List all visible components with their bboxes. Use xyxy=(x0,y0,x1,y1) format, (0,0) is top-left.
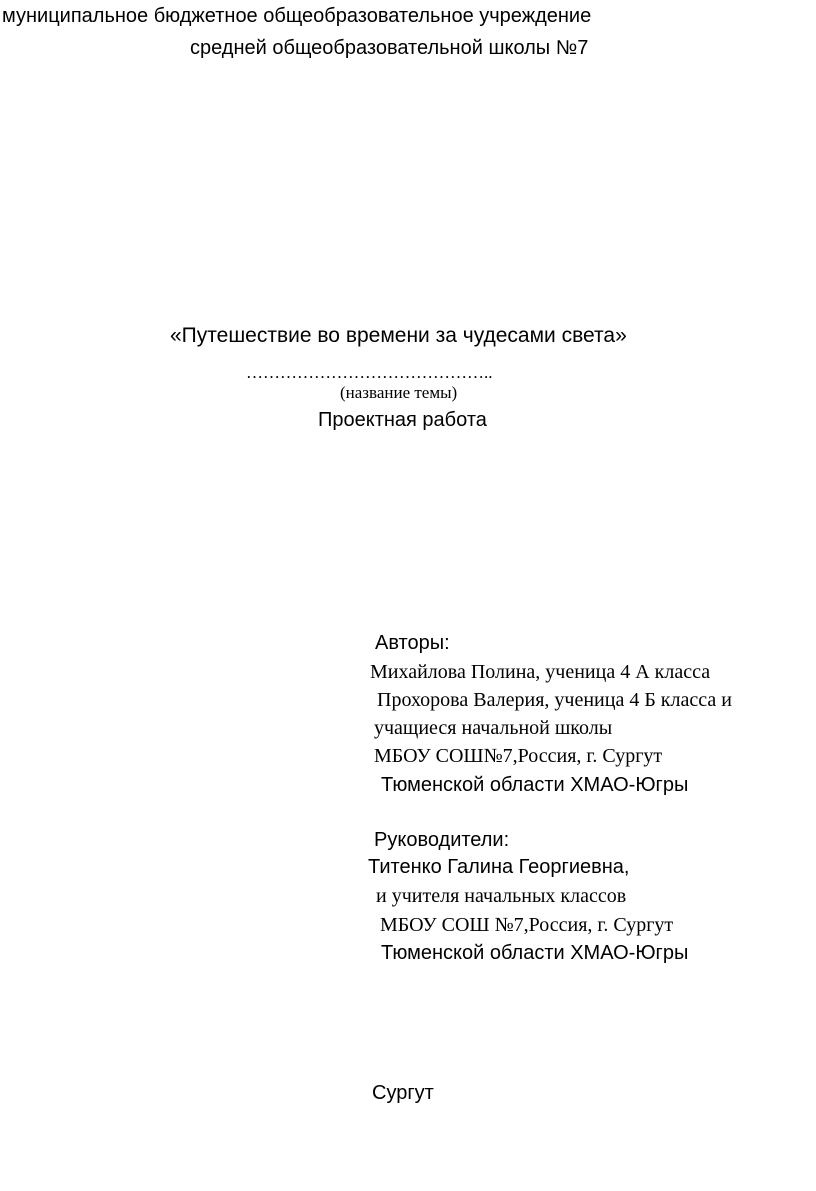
author-line-1: Михайлова Полина, ученица 4 А класса xyxy=(370,661,711,683)
authors-heading: Авторы: xyxy=(375,632,450,654)
school-name-line-1: муниципальное бюджетное общеобразовательное учреждение xyxy=(2,5,592,27)
supervisor-line-3: МБОУ СОШ №7,Россия, г. Сургут xyxy=(380,914,674,936)
project-title: «Путешествие во времени за чудесами света» xyxy=(170,324,627,347)
city-label: Сургут xyxy=(372,1082,434,1104)
supervisor-line-2: и учителя начальных классов xyxy=(376,885,627,907)
supervisor-line-1: Титенко Галина Георгиевна, xyxy=(368,856,630,878)
author-line-4: МБОУ СОШ№7,Россия, г. Сургут xyxy=(374,745,663,767)
author-line-5: Тюменской области ХМАО-Югры xyxy=(381,774,689,796)
school-name-line-2: средней общеобразовательной школы №7 xyxy=(190,37,589,59)
supervisors-heading: Руководители: xyxy=(374,829,510,851)
author-line-2: Прохорова Валерия, ученица 4 Б класса и xyxy=(377,689,732,711)
work-type: Проектная работа xyxy=(318,409,487,431)
title-hint: (название темы) xyxy=(340,383,458,402)
title-dots: …………………………………….. xyxy=(246,363,493,382)
author-line-3: учащиеся начальной школы xyxy=(374,717,613,739)
supervisor-line-4: Тюменской области ХМАО-Югры xyxy=(381,942,689,964)
